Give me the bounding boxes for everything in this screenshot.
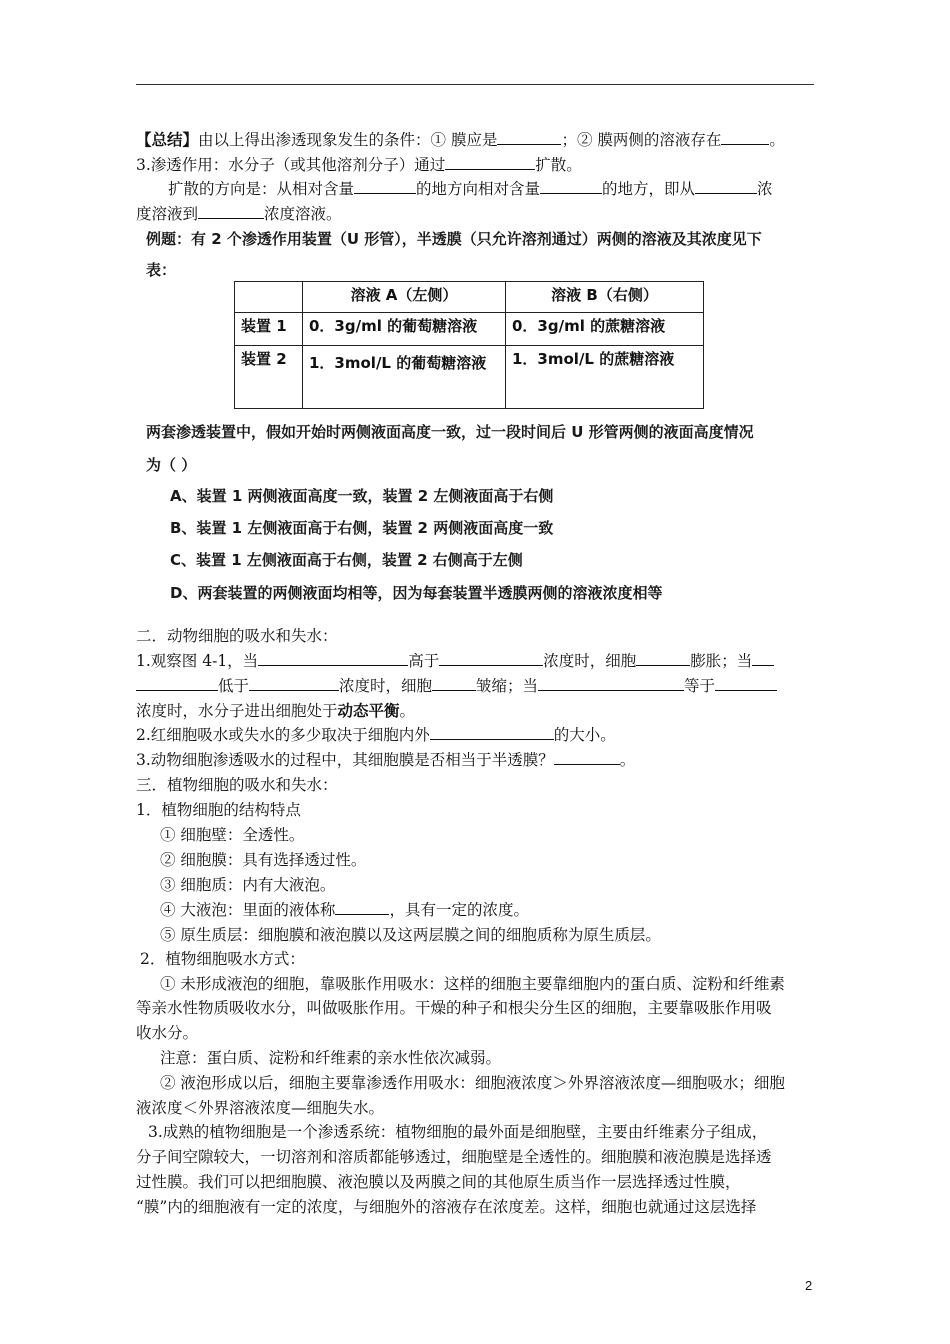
- blank-field[interactable]: [721, 130, 769, 145]
- blank-field[interactable]: [752, 651, 774, 666]
- option-d[interactable]: D、两套装置的两侧液面均相等，因为每套装置半透膜两侧的溶液浓度相等: [170, 584, 663, 602]
- paragraph-line: 液浓度＜外界溶液浓度—细胞失水。: [136, 1099, 385, 1117]
- option-b[interactable]: B、装置 1 左侧液面高于右侧，装置 2 两侧液面高度一致: [170, 519, 554, 537]
- header-rule: [136, 84, 814, 85]
- blank-field[interactable]: [432, 676, 476, 691]
- blank-field[interactable]: [430, 725, 554, 740]
- blank-field[interactable]: [554, 750, 620, 765]
- table-row: 装置 2 1．3mol/L 的葡萄糖溶液 1．3mol/L 的蔗糖溶液: [235, 346, 704, 409]
- plant-sub-2: 2．植物细胞吸水方式：: [140, 950, 305, 968]
- table-header-row: 溶液 A（左侧） 溶液 B（右侧）: [235, 282, 704, 313]
- blank-field[interactable]: [258, 651, 408, 666]
- table-row: 装置 1 0．3g/ml 的葡萄糖溶液 0．3g/ml 的蔗糖溶液: [235, 313, 704, 346]
- page-number: 2: [805, 1278, 813, 1293]
- option-a[interactable]: A、装置 1 两侧液面高度一致，装置 2 左侧液面高于右侧: [170, 487, 554, 505]
- blank-field[interactable]: [636, 651, 690, 666]
- example-question-2: 为（ ）: [146, 456, 197, 474]
- example-intro-2: 表：: [146, 261, 177, 279]
- example-intro: 例题：有 2 个渗透作用装置（U 形管），半透膜（只允许溶剂通过）两侧的溶液及其浓度见下: [146, 230, 762, 248]
- summary-tag: 【总结】: [136, 130, 199, 149]
- example-question: 两套渗透装置中，假如开始时两侧液面高度一致，过一段时间后 U 形管两侧的液面高度情况: [146, 423, 754, 441]
- blank-field[interactable]: [538, 676, 684, 691]
- blank-field[interactable]: [497, 130, 561, 145]
- paragraph-line: 3.成熟的植物细胞是一个渗透系统：植物细胞的最外面是细胞壁，主要由纤维素分子组成，: [148, 1123, 768, 1141]
- animal-line-1: 1.观察图 4-1，当 高于 浓度时，细胞 膨胀；当: [136, 651, 774, 671]
- paragraph-line: 过性膜。我们可以把细胞膜、液泡膜以及两膜之间的其他原生质当作一层选择透过性膜，: [136, 1173, 741, 1191]
- animal-line-4: 2.红细胞吸水或失水的多少取决于细胞内外 的大小。: [136, 726, 616, 744]
- paragraph-line: 分子间空隙较大，一切溶剂和溶质都能够透过，细胞壁是全透性的。细胞膜和液泡膜是选择透: [136, 1148, 772, 1166]
- blank-field[interactable]: [695, 179, 757, 194]
- paragraph-line: “膜”内的细胞液有一定的浓度，与细胞外的溶液存在浓度差。这样，细胞也就通过这层选择: [136, 1198, 757, 1216]
- note-line: 注意：蛋白质、淀粉和纤维素的亲水性依次减弱。: [160, 1049, 502, 1067]
- blank-field[interactable]: [354, 179, 416, 194]
- paragraph-line: ② 液泡形成以后，细胞主要靠渗透作用吸水：细胞液浓度＞外界溶液浓度—细胞吸水；细胞: [160, 1074, 785, 1092]
- blank-field[interactable]: [715, 676, 777, 691]
- animal-line-5: 3.动物细胞渗透吸水的过程中，其细胞膜是否相当于半透膜？ 。: [136, 751, 636, 769]
- list-item: ⑤ 原生质层：细胞膜和液泡膜以及这两层膜之间的细胞质称为原生质层。: [160, 926, 661, 944]
- list-item: ④ 大液泡：里面的液体称 ，具有一定的浓度。: [160, 901, 529, 919]
- blank-field[interactable]: [445, 155, 535, 170]
- section-heading-animal: 二．动物细胞的吸水和失水：: [136, 627, 338, 645]
- osmosis-line-3: 度溶液到 浓度溶液。: [136, 205, 342, 223]
- plant-sub-1: 1．植物细胞的结构特点: [136, 801, 301, 819]
- blank-field[interactable]: [540, 179, 602, 194]
- paragraph-line: 等亲水性物质吸收水分，叫做吸胀作用。干燥的种子和根尖分生区的细胞，主要靠吸胀作用吸: [136, 999, 772, 1017]
- blank-field[interactable]: [335, 900, 389, 915]
- paragraph-line: ① 未形成液泡的细胞，靠吸胀作用吸水：这样的细胞主要靠细胞内的蛋白质、淀粉和纤维素: [160, 975, 785, 993]
- osmosis-line-1: 3.渗透作用：水分子（或其他溶剂分子）通过 扩散。: [136, 156, 582, 174]
- animal-line-3: 浓度时，水分子进出细胞处于动态平衡。: [136, 701, 416, 720]
- blank-field[interactable]: [439, 651, 543, 666]
- summary-line: 【总结】由以上得出渗透现象发生的条件：① 膜应是 ；② 膜两侧的溶液存在 。: [136, 130, 785, 149]
- blank-field[interactable]: [136, 676, 218, 691]
- list-item: ② 细胞膜：具有选择透过性。: [160, 851, 367, 869]
- paragraph-line: 收水分。: [136, 1024, 199, 1042]
- list-item: ③ 细胞质：内有大液泡。: [160, 876, 336, 894]
- osmosis-line-2: 扩散的方向是：从相对含量 的地方向相对含量 的地方，即从 浓: [168, 180, 773, 198]
- list-item: ① 细胞壁：全透性。: [160, 826, 305, 844]
- section-heading-plant: 三．植物细胞的吸水和失水：: [136, 776, 338, 794]
- experiment-table: [234, 281, 704, 409]
- option-c[interactable]: C、装置 1 左侧液面高于右侧，装置 2 右侧高于左侧: [170, 551, 523, 569]
- animal-line-2: 低于 浓度时，细胞 皱缩；当 等于: [136, 676, 777, 696]
- blank-field[interactable]: [249, 676, 339, 691]
- blank-field[interactable]: [198, 204, 264, 219]
